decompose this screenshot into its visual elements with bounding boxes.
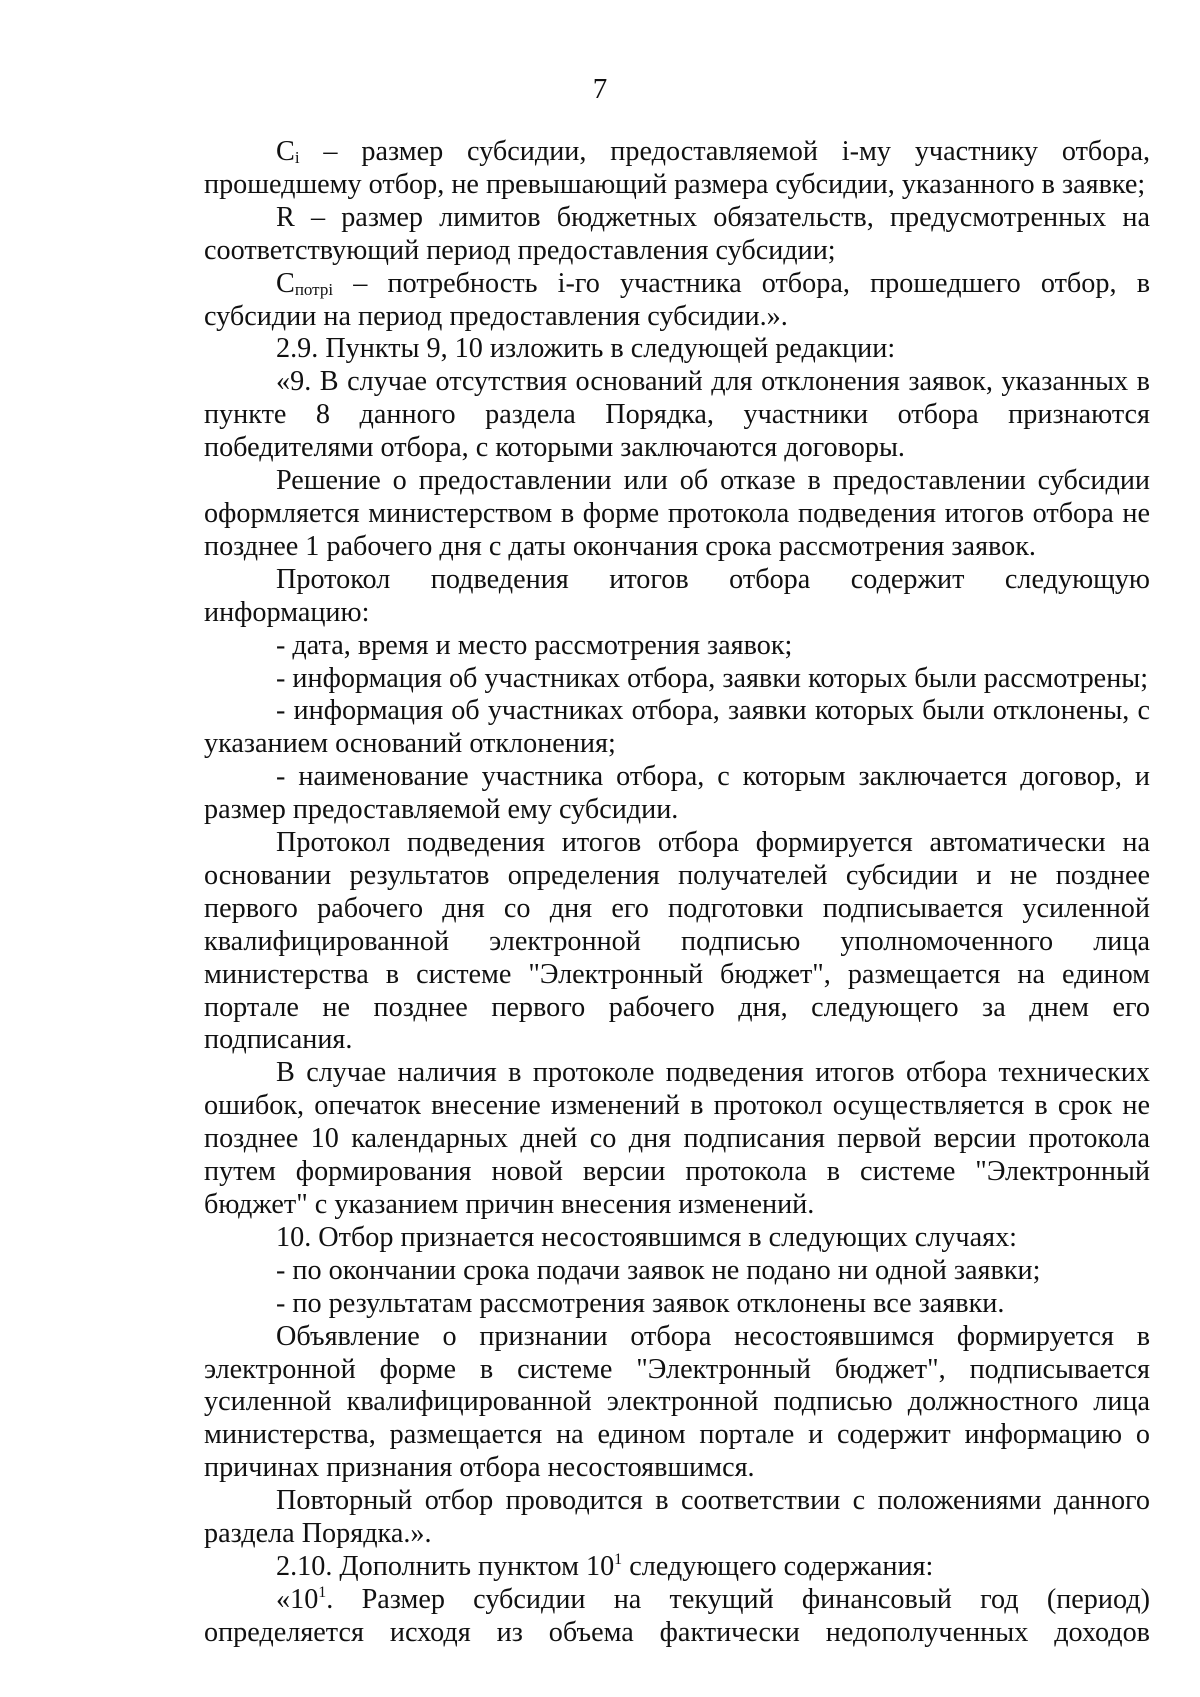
superscript: 1 bbox=[318, 1583, 327, 1601]
paragraph-announcement: Объявление о признании отбора несостоявшимся формируется в электронной форме в системе "Электронный бюджет", подписывается усиленной квалифицированной электронной подписью должностного лица министерства, размещается на едином портале и содержит информацию о причинах признания отбора несостоявшимся. bbox=[204, 1320, 1150, 1484]
symbol-r: R bbox=[276, 201, 295, 233]
paragraph-errors: В случае наличия в протоколе подведения итогов отбора технических ошибок, опечаток внесение изменений в протокол осуществляется в срок не позднее 10 календарных дней со дня подписания первой версии протокола путем формирования новой версии протокола в системе "Электронный бюджет" с указанием причин внесения изменений. bbox=[204, 1057, 1150, 1220]
definition-text: – размер лимитов бюджетных обязательств, предусмотренных на соответствующий период предоставления субсидии; bbox=[204, 201, 1150, 266]
list-item: - информация об участниках отбора, заявки которых были рассмотрены; bbox=[276, 662, 1149, 694]
symbol-c: C bbox=[276, 136, 295, 167]
paragraph-2-10 bbox=[204, 1551, 1150, 1584]
list-item: - дата, время и место рассмотрения заявок; bbox=[276, 629, 793, 661]
paragraph-protocol-auto: Протокол подведения итогов отбора формируется автоматически на основании результатов определения получателей субсидии и не позднее первого рабочего дня со дня его подготовки подписывается усиленной квалифицированной электронной подписью уполномоченного лица министерства в системе "Электронный бюджет", размещается на едином портале не позднее первого рабочего дня, следующего за днем его подписания. bbox=[204, 827, 1150, 1056]
definition-c-need bbox=[204, 268, 1150, 334]
paragraph-10-1 bbox=[204, 1584, 1150, 1650]
subscript-i: i bbox=[294, 148, 300, 167]
text-after: . Размер субсидии на текущий финансовый год (период) определяется исходя из объема фактически недополученных доходов bbox=[204, 1583, 1150, 1648]
definition-r bbox=[204, 202, 1150, 268]
definition-text: – размер субсидии, предоставляемой i-му участнику отбора, прошедшему отбор, не превышающий размера субсидии, указанного в заявке; bbox=[204, 136, 1150, 200]
document-body bbox=[204, 136, 1150, 1650]
list-item: - по окончании срока подачи заявок не подано ни одной заявки; bbox=[276, 1254, 1041, 1286]
paragraph-repeat: Повторный отбор проводится в соответствии с положениями данного раздела Порядка.». bbox=[204, 1485, 1150, 1550]
subscript-need: потрi bbox=[294, 279, 334, 299]
paragraph-protocol-contains: Протокол подведения итогов отбора содержит следующую информацию: bbox=[204, 563, 1150, 628]
paragraph-decision: Решение о предоставлении или об отказе в предоставлении субсидии оформляется министерством в форме протокола подведения итогов отбора не позднее 1 рабочего дня с даты окончания срока рассмотрения заявок. bbox=[204, 465, 1150, 562]
text-before: 2.10. Дополнить пунктом 10 bbox=[276, 1550, 615, 1582]
page-number: 7 bbox=[592, 73, 608, 105]
list-item: - по результатам рассмотрения заявок отклонены все заявки. bbox=[276, 1287, 1005, 1319]
list-item: - информация об участниках отбора, заявки которых были отклонены, с указанием оснований отклонения; bbox=[204, 695, 1150, 760]
superscript: 1 bbox=[614, 1550, 623, 1568]
text-before: «10 bbox=[276, 1583, 319, 1615]
list-item: - наименование участника отбора, с которым заключается договор, и размер предоставляемой ему субсидии. bbox=[204, 761, 1150, 826]
symbol-c: C bbox=[276, 267, 295, 299]
paragraph-10: 10. Отбор признается несостоявшимся в следующих случаях: bbox=[276, 1221, 1018, 1253]
paragraph-9: «9. В случае отсутствия оснований для отклонения заявок, указанных в пункте 8 данного раздела Порядка, участники отбора признаются победителями отбора, с которыми заключаются договоры. bbox=[204, 366, 1150, 464]
definition-text: – потребность i-го участника отбора, прошедшего отбор, в субсидии на период предоставления субсидии.». bbox=[204, 267, 1150, 332]
definition-c-i bbox=[204, 136, 1150, 202]
text-after: следующего содержания: bbox=[622, 1550, 934, 1582]
paragraph-2-9: 2.9. Пункты 9, 10 изложить в следующей редакции: bbox=[276, 333, 896, 365]
